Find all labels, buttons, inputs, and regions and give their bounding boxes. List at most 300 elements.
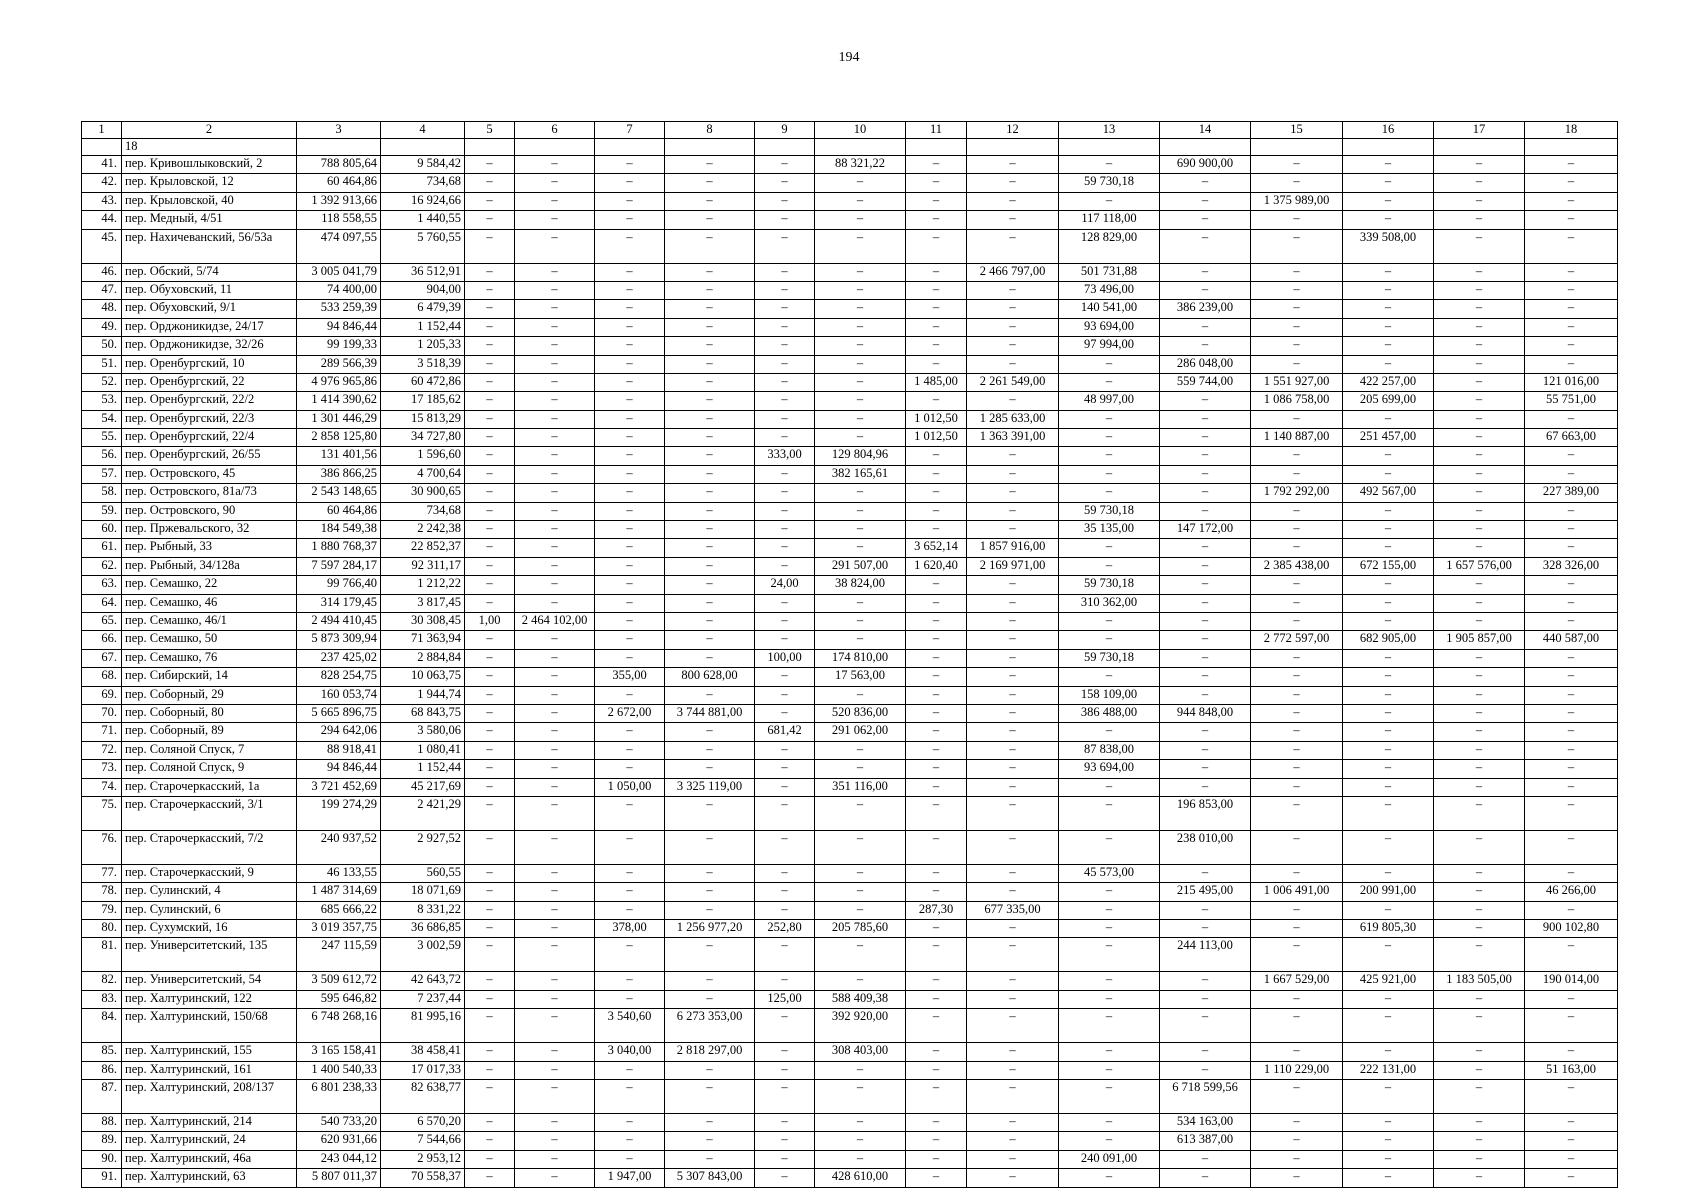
value-cell: – <box>967 704 1059 722</box>
value-cell: – <box>1434 281 1525 299</box>
value-cell: 51 163,00 <box>1525 1061 1618 1079</box>
value-cell: – <box>515 229 595 263</box>
value-cell: 392 920,00 <box>815 1009 906 1043</box>
value-cell: – <box>595 557 665 575</box>
value-cell: 1 212,22 <box>381 576 465 594</box>
row-number: 81. <box>82 938 122 972</box>
value-cell: – <box>906 864 967 882</box>
value-cell: – <box>515 920 595 938</box>
value-cell: – <box>1160 990 1251 1008</box>
value-cell: – <box>1160 447 1251 465</box>
value-cell: – <box>967 337 1059 355</box>
value-cell: – <box>465 920 515 938</box>
value-cell: – <box>465 883 515 901</box>
value-cell: – <box>1434 778 1525 796</box>
value-cell: 1 657 576,00 <box>1434 557 1525 575</box>
value-cell: – <box>1434 612 1525 630</box>
row-number: 77. <box>82 864 122 882</box>
value-cell: – <box>755 263 815 281</box>
value-cell: – <box>1251 410 1343 428</box>
value-cell: – <box>515 1150 595 1168</box>
row-number: 89. <box>82 1132 122 1150</box>
empty-cell <box>665 139 755 156</box>
value-cell: 158 109,00 <box>1059 686 1160 704</box>
value-cell: – <box>1434 864 1525 882</box>
address-cell <box>122 938 297 972</box>
value-cell: – <box>967 796 1059 830</box>
value-cell: – <box>815 502 906 520</box>
empty-cell <box>515 139 595 156</box>
value-cell: 244 113,00 <box>1160 938 1251 972</box>
value-cell: – <box>1343 410 1434 428</box>
value-cell: – <box>465 192 515 210</box>
value-cell: – <box>665 174 755 192</box>
value-cell: – <box>515 864 595 882</box>
value-cell: – <box>967 300 1059 318</box>
value-cell: – <box>595 355 665 373</box>
value-cell: – <box>1160 668 1251 686</box>
value-cell: – <box>755 760 815 778</box>
value-cell: – <box>1525 576 1618 594</box>
value-cell: – <box>1160 1150 1251 1168</box>
value-cell: 237 425,02 <box>297 649 381 667</box>
value-cell: 7 237,44 <box>381 990 465 1008</box>
empty-cell <box>967 139 1059 156</box>
value-cell: – <box>1434 649 1525 667</box>
value-cell: – <box>515 594 595 612</box>
value-cell: – <box>1160 429 1251 447</box>
value-cell: – <box>815 760 906 778</box>
value-cell: – <box>1160 649 1251 667</box>
value-cell: – <box>595 484 665 502</box>
column-header: 12 <box>967 122 1059 139</box>
value-cell: 3 817,45 <box>381 594 465 612</box>
value-cell: – <box>1160 484 1251 502</box>
empty-cell <box>82 139 122 156</box>
value-cell: 45 217,69 <box>381 778 465 796</box>
value-cell: – <box>755 901 815 919</box>
value-cell: – <box>1059 465 1160 483</box>
empty-cell <box>755 139 815 156</box>
value-cell: – <box>967 1080 1059 1114</box>
value-cell: – <box>465 631 515 649</box>
value-cell: – <box>1059 429 1160 447</box>
value-cell: – <box>465 263 515 281</box>
value-cell: – <box>1525 938 1618 972</box>
value-cell: – <box>515 521 595 539</box>
row-number: 80. <box>82 920 122 938</box>
value-cell: – <box>595 337 665 355</box>
value-cell: 200 991,00 <box>1343 883 1434 901</box>
value-cell: 2 818 297,00 <box>665 1043 755 1061</box>
value-cell: – <box>906 521 967 539</box>
value-cell: – <box>1525 521 1618 539</box>
value-cell: – <box>1251 864 1343 882</box>
value-cell: – <box>595 796 665 830</box>
value-cell: – <box>1525 778 1618 796</box>
value-cell: – <box>1251 668 1343 686</box>
value-cell: 690 900,00 <box>1160 156 1251 174</box>
value-cell: – <box>665 211 755 229</box>
row-number: 44. <box>82 211 122 229</box>
value-cell: – <box>595 830 665 864</box>
value-cell: – <box>1343 612 1434 630</box>
value-cell: – <box>595 192 665 210</box>
value-cell: – <box>906 1061 967 1079</box>
row-number: 71. <box>82 723 122 741</box>
value-cell: 2 242,38 <box>381 521 465 539</box>
value-cell: – <box>1059 1009 1160 1043</box>
value-cell: – <box>515 723 595 741</box>
row-number: 91. <box>82 1169 122 1187</box>
address-cell: пер. Халтуринский, 46а <box>122 1150 297 1168</box>
value-cell: – <box>1343 594 1434 612</box>
address-cell: пер. Рыбный, 34/128а <box>122 557 297 575</box>
value-cell: – <box>1525 612 1618 630</box>
value-cell: – <box>665 229 755 263</box>
value-cell: – <box>1343 447 1434 465</box>
value-cell: 3 540,60 <box>595 1009 665 1043</box>
value-cell: 534 163,00 <box>1160 1114 1251 1132</box>
value-cell: – <box>755 631 815 649</box>
table-row <box>82 704 1618 722</box>
value-cell: – <box>465 723 515 741</box>
value-cell: – <box>815 192 906 210</box>
value-cell: 378,00 <box>595 920 665 938</box>
value-cell: – <box>967 723 1059 741</box>
value-cell: – <box>665 156 755 174</box>
value-cell: – <box>1251 741 1343 759</box>
value-cell: – <box>1434 410 1525 428</box>
value-cell: – <box>906 281 967 299</box>
value-cell: 2 672,00 <box>595 704 665 722</box>
value-cell: 46 133,55 <box>297 864 381 882</box>
value-cell: 520 836,00 <box>815 704 906 722</box>
value-cell: 30 308,45 <box>381 612 465 630</box>
value-cell: – <box>515 778 595 796</box>
value-cell: – <box>665 337 755 355</box>
value-cell: 34 727,80 <box>381 429 465 447</box>
value-cell: – <box>1160 760 1251 778</box>
column-header: 2 <box>122 122 297 139</box>
value-cell: – <box>465 1114 515 1132</box>
value-cell: – <box>665 465 755 483</box>
table-row <box>82 410 1618 428</box>
value-cell: – <box>1434 318 1525 336</box>
value-cell: – <box>1525 830 1618 864</box>
value-cell: 22 852,37 <box>381 539 465 557</box>
value-cell: – <box>515 484 595 502</box>
value-cell: 2 953,12 <box>381 1150 465 1168</box>
value-cell: 3 580,06 <box>381 723 465 741</box>
value-cell: – <box>1343 704 1434 722</box>
value-cell: – <box>1160 920 1251 938</box>
value-cell: – <box>665 649 755 667</box>
value-cell: – <box>1160 864 1251 882</box>
value-cell: – <box>515 1061 595 1079</box>
value-cell: – <box>906 938 967 972</box>
value-cell: 17 563,00 <box>815 668 906 686</box>
value-cell: 99 199,33 <box>297 337 381 355</box>
address-cell: пер. Крыловской, 40 <box>122 192 297 210</box>
value-cell: – <box>1434 686 1525 704</box>
value-cell: – <box>1160 281 1251 299</box>
value-cell: – <box>515 649 595 667</box>
value-cell: – <box>815 830 906 864</box>
value-cell: – <box>515 1114 595 1132</box>
row-number: 88. <box>82 1114 122 1132</box>
value-cell: – <box>815 263 906 281</box>
value-cell: 70 558,37 <box>381 1169 465 1187</box>
value-cell: – <box>755 1009 815 1043</box>
value-cell: – <box>1434 1009 1525 1043</box>
value-cell: – <box>755 741 815 759</box>
value-cell: – <box>465 429 515 447</box>
value-cell: – <box>665 741 755 759</box>
value-cell: – <box>967 631 1059 649</box>
value-cell: – <box>515 465 595 483</box>
address-cell: пер. Оренбургский, 26/55 <box>122 447 297 465</box>
value-cell: – <box>465 1061 515 1079</box>
value-cell: – <box>755 883 815 901</box>
value-cell: 30 900,65 <box>381 484 465 502</box>
value-cell: – <box>755 410 815 428</box>
value-cell: – <box>755 972 815 990</box>
value-cell: – <box>815 373 906 391</box>
value-cell: – <box>1525 300 1618 318</box>
value-cell: – <box>755 612 815 630</box>
value-cell: 2 543 148,65 <box>297 484 381 502</box>
table-row <box>82 502 1618 520</box>
value-cell: 9 584,42 <box>381 156 465 174</box>
value-cell: 681,42 <box>755 723 815 741</box>
table-row <box>82 156 1618 174</box>
empty-cell <box>465 139 515 156</box>
value-cell: 1 301 446,29 <box>297 410 381 428</box>
value-cell: – <box>1343 990 1434 1008</box>
value-cell: 1 596,60 <box>381 447 465 465</box>
value-cell: – <box>967 1114 1059 1132</box>
value-cell: 333,00 <box>755 447 815 465</box>
row-number: 74. <box>82 778 122 796</box>
value-cell: – <box>515 1132 595 1150</box>
value-cell: – <box>967 1169 1059 1187</box>
value-cell: – <box>906 465 967 483</box>
value-cell: 1 792 292,00 <box>1251 484 1343 502</box>
value-cell: – <box>1525 465 1618 483</box>
value-cell: 35 135,00 <box>1059 521 1160 539</box>
value-cell: 3 518,39 <box>381 355 465 373</box>
value-cell: 3 744 881,00 <box>665 704 755 722</box>
value-cell: – <box>515 1169 595 1187</box>
value-cell: – <box>1251 1080 1343 1114</box>
value-cell: – <box>595 1132 665 1150</box>
table-row <box>82 576 1618 594</box>
value-cell: – <box>595 631 665 649</box>
table-row <box>82 192 1618 210</box>
value-cell: – <box>967 576 1059 594</box>
address-cell: пер. Обский, 5/74 <box>122 263 297 281</box>
value-cell: – <box>1525 741 1618 759</box>
value-cell: – <box>465 1150 515 1168</box>
value-cell: 3 165 158,41 <box>297 1043 381 1061</box>
value-cell: – <box>906 229 967 263</box>
value-cell: – <box>665 373 755 391</box>
value-cell: 1 140 887,00 <box>1251 429 1343 447</box>
value-cell: 1 414 390,62 <box>297 392 381 410</box>
value-cell: – <box>1251 447 1343 465</box>
value-cell: – <box>1251 920 1343 938</box>
value-cell: – <box>1059 1043 1160 1061</box>
value-cell: – <box>815 300 906 318</box>
value-cell: – <box>1525 1009 1618 1043</box>
value-cell: – <box>1251 576 1343 594</box>
row-number: 43. <box>82 192 122 210</box>
table-row <box>82 447 1618 465</box>
value-cell: 2 385 438,00 <box>1251 557 1343 575</box>
column-header: 17 <box>1434 122 1525 139</box>
value-cell: 60 464,86 <box>297 174 381 192</box>
value-cell: – <box>465 447 515 465</box>
value-cell: – <box>1251 355 1343 373</box>
value-cell: – <box>515 410 595 428</box>
value-cell: – <box>1251 539 1343 557</box>
value-cell: – <box>465 864 515 882</box>
address-cell: пер. Семашко, 46/1 <box>122 612 297 630</box>
value-cell: – <box>1251 521 1343 539</box>
value-cell: 243 044,12 <box>297 1150 381 1168</box>
value-cell: – <box>1343 830 1434 864</box>
value-cell: – <box>1251 704 1343 722</box>
value-cell: 734,68 <box>381 174 465 192</box>
value-cell: – <box>1059 410 1160 428</box>
table-row <box>82 337 1618 355</box>
address-cell: пер. Пржевальского, 32 <box>122 521 297 539</box>
value-cell: 2 261 549,00 <box>967 373 1059 391</box>
address-cell: пер. Островского, 45 <box>122 465 297 483</box>
column-header: 10 <box>815 122 906 139</box>
value-cell: – <box>1251 594 1343 612</box>
address-cell <box>122 796 297 830</box>
value-cell: – <box>967 883 1059 901</box>
value-cell: – <box>1525 211 1618 229</box>
address-cell: пер. Сулинский, 6 <box>122 901 297 919</box>
address-cell: пер. Оренбургский, 22/3 <box>122 410 297 428</box>
table-row <box>82 484 1618 502</box>
value-cell: – <box>906 830 967 864</box>
value-cell: 944 848,00 <box>1160 704 1251 722</box>
value-cell: – <box>906 355 967 373</box>
value-cell: – <box>1434 760 1525 778</box>
value-cell: 55 751,00 <box>1525 392 1618 410</box>
column-header: 18 <box>1525 122 1618 139</box>
value-cell: – <box>1059 901 1160 919</box>
value-cell: – <box>465 373 515 391</box>
value-cell: – <box>1434 465 1525 483</box>
value-cell: – <box>1434 355 1525 373</box>
value-cell: – <box>815 521 906 539</box>
value-cell: – <box>1343 521 1434 539</box>
value-cell: – <box>1525 174 1618 192</box>
address-cell: пер. Сухумский, 16 <box>122 920 297 938</box>
value-cell: 310 362,00 <box>1059 594 1160 612</box>
value-cell: – <box>465 337 515 355</box>
value-cell: – <box>665 1150 755 1168</box>
value-cell: 386 239,00 <box>1160 300 1251 318</box>
value-cell: – <box>665 429 755 447</box>
value-cell: – <box>1059 539 1160 557</box>
value-cell: 386 488,00 <box>1059 704 1160 722</box>
value-cell: – <box>1251 211 1343 229</box>
value-cell: 1 944,74 <box>381 686 465 704</box>
value-cell: 3 721 452,69 <box>297 778 381 796</box>
value-cell: – <box>755 211 815 229</box>
value-cell: – <box>465 686 515 704</box>
address-cell: пер. Сулинский, 4 <box>122 883 297 901</box>
value-cell: – <box>815 337 906 355</box>
value-cell: – <box>815 355 906 373</box>
value-cell: – <box>1434 484 1525 502</box>
value-cell: – <box>465 229 515 263</box>
value-cell: – <box>1160 211 1251 229</box>
value-cell: 36 512,91 <box>381 263 465 281</box>
value-cell: – <box>515 263 595 281</box>
value-cell: – <box>906 263 967 281</box>
value-cell: – <box>595 990 665 1008</box>
row-number: 46. <box>82 263 122 281</box>
row-number: 73. <box>82 760 122 778</box>
value-cell: – <box>755 373 815 391</box>
value-cell: 190 014,00 <box>1525 972 1618 990</box>
row-number: 85. <box>82 1043 122 1061</box>
value-cell: – <box>1059 631 1160 649</box>
value-cell: – <box>1434 883 1525 901</box>
value-cell: 291 062,00 <box>815 723 906 741</box>
value-cell: 222 131,00 <box>1343 1061 1434 1079</box>
value-cell: 560,55 <box>381 864 465 882</box>
address-cell: пер. Рыбный, 33 <box>122 539 297 557</box>
value-cell: 1 183 505,00 <box>1434 972 1525 990</box>
value-cell: – <box>465 1043 515 1061</box>
value-cell: 1 551 927,00 <box>1251 373 1343 391</box>
value-cell: – <box>1525 410 1618 428</box>
value-cell: 24,00 <box>755 576 815 594</box>
value-cell: – <box>906 1080 967 1114</box>
value-cell: – <box>815 229 906 263</box>
value-cell: – <box>515 901 595 919</box>
value-cell: 1 285 633,00 <box>967 410 1059 428</box>
value-cell: – <box>465 539 515 557</box>
address-cell: пер. Соборный, 29 <box>122 686 297 704</box>
value-cell: 38 458,41 <box>381 1043 465 1061</box>
value-cell: – <box>595 521 665 539</box>
value-cell: – <box>1343 300 1434 318</box>
value-cell: 240 937,52 <box>297 830 381 864</box>
row-number: 63. <box>82 576 122 594</box>
value-cell: 685 666,22 <box>297 901 381 919</box>
value-cell: 900 102,80 <box>1525 920 1618 938</box>
value-cell: – <box>755 796 815 830</box>
value-cell: – <box>1434 502 1525 520</box>
value-cell: – <box>967 920 1059 938</box>
value-cell: – <box>665 447 755 465</box>
value-cell: – <box>1343 778 1434 796</box>
value-cell: – <box>595 901 665 919</box>
value-cell: – <box>1059 668 1160 686</box>
value-cell: – <box>906 1043 967 1061</box>
page-number: 194 <box>838 50 860 65</box>
value-cell: 788 805,64 <box>297 156 381 174</box>
